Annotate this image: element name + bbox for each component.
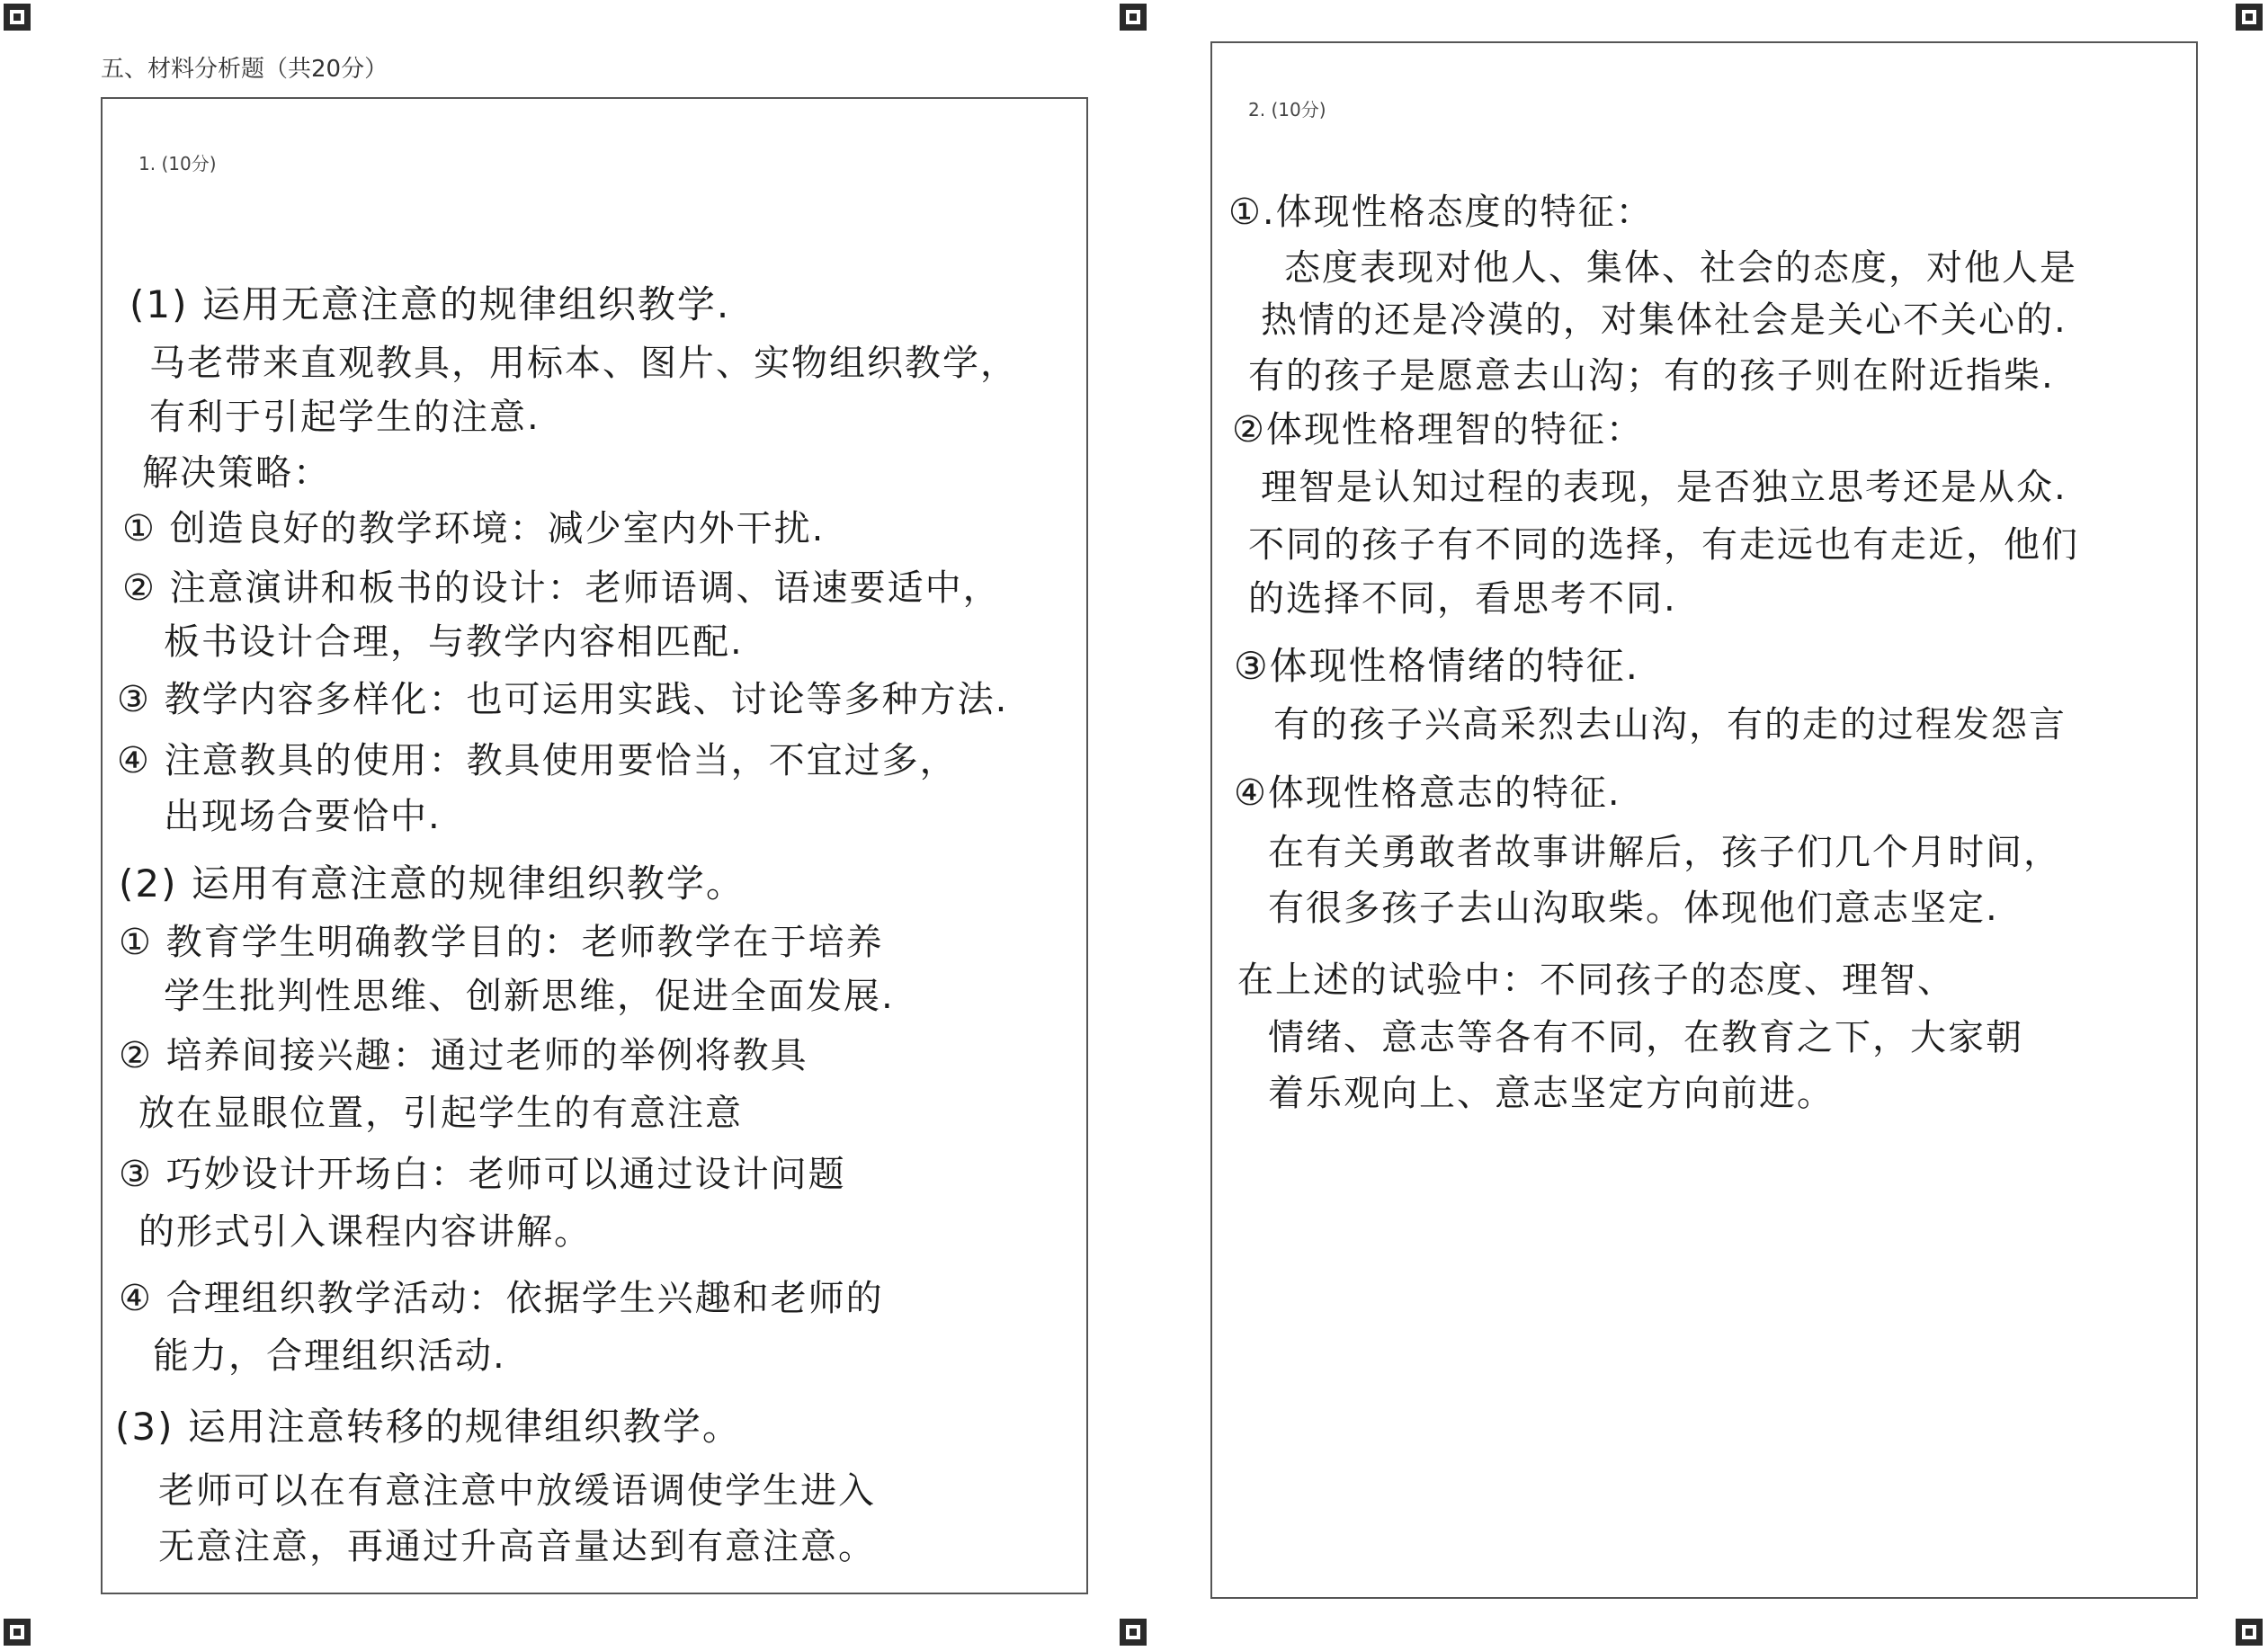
answer-line: ① 创造良好的教学环境：减少室内外干扰. xyxy=(122,508,826,549)
answer-line: 老师可以在有意注意中放缓语调使学生进入 xyxy=(158,1470,876,1512)
answer-line: ② 注意演讲和板书的设计：老师语调、语速要适中， xyxy=(122,567,1001,609)
fiducial-marker-bottom-center xyxy=(1120,1619,1147,1646)
answer-line: 情绪、意志等各有不同，在教育之下，大家朝 xyxy=(1268,1017,2023,1058)
answer-line: 解决策略： xyxy=(142,452,331,494)
answer-line: (1) 运用无意注意的规律组织教学. xyxy=(129,282,731,326)
answer-line: ④ 注意教具的使用：教具使用要恰当，不宜过多， xyxy=(117,740,958,781)
answer-line: ① 教育学生明确教学目的：老师教学在于培养 xyxy=(119,922,884,963)
answer-line: 热情的还是冷漠的，对集体社会是关心不关心的. xyxy=(1261,299,2067,341)
answer-line: 的形式引入课程内容讲解。 xyxy=(138,1211,592,1253)
answer-line: ② 培养间接兴趣：通过老师的举例将教具 xyxy=(119,1035,808,1076)
answer-line: ③体现性格情绪的特征. xyxy=(1234,644,1640,688)
answer-line: 学生批判性思维、创新思维，促进全面发展. xyxy=(164,976,895,1017)
answer-line: ③ 巧妙设计开场白：老师可以通过设计问题 xyxy=(119,1154,846,1195)
answer-line: (2) 运用有意注意的规律组织教学。 xyxy=(119,861,746,906)
answer-line: 态度表现对他人、集体、社会的态度，对他人是 xyxy=(1284,247,2077,289)
answer-line: 马老带来直观教具，用标本、图片、实物组织教学， xyxy=(149,343,1018,384)
answer-line: 在有关勇敢者故事讲解后，孩子们几个月时间， xyxy=(1268,832,2061,873)
answer-line: 能力，合理组织活动. xyxy=(153,1335,506,1377)
fiducial-marker-top-right xyxy=(2236,4,2263,31)
fiducial-marker-top-center xyxy=(1120,4,1147,31)
answer-box-question-1[interactable] xyxy=(101,97,1088,1594)
answer-line: (3) 运用注意转移的规律组织教学。 xyxy=(115,1405,742,1449)
answer-line: 出现场合要恰中. xyxy=(164,796,442,837)
answer-line: ①.体现性格态度的特征： xyxy=(1228,192,1654,233)
question-2-label: 2. (10分) xyxy=(1248,99,1326,120)
answer-line: 有的孩子是愿意去山沟；有的孩子则在附近指柴. xyxy=(1248,355,2055,397)
answer-line: 有利于引起学生的注意. xyxy=(149,397,540,438)
answer-line: 着乐观向上、意志坚定方向前进。 xyxy=(1268,1073,1835,1114)
answer-line: 有很多孩子去山沟取柴。体现他们意志坚定. xyxy=(1268,888,1999,929)
fiducial-marker-bottom-left xyxy=(4,1619,31,1646)
answer-line: 有的孩子兴高采烈去山沟，有的走的过程发怨言 xyxy=(1273,704,2067,745)
answer-line: 不同的孩子有不同的选择，有走远也有走近，他们 xyxy=(1248,524,2079,566)
answer-line: ③ 教学内容多样化：也可运用实践、讨论等多种方法. xyxy=(117,679,1009,720)
fiducial-marker-bottom-right xyxy=(2236,1619,2263,1646)
answer-line: 放在显眼位置，引起学生的有意注意 xyxy=(138,1093,743,1134)
fiducial-marker-top-left xyxy=(4,4,31,31)
answer-line: 理智是认知过程的表现，是否独立思考还是从众. xyxy=(1261,467,2067,508)
section-title: 五、材料分析题（共20分） xyxy=(101,56,388,83)
answer-line: ②体现性格理智的特征： xyxy=(1232,409,1644,451)
answer-line: ④ 合理组织教学活动：依据学生兴趣和老师的 xyxy=(119,1278,884,1319)
answer-line: 无意注意，再通过升高音量达到有意注意。 xyxy=(158,1526,876,1567)
answer-line: 在上述的试验中：不同孩子的态度、理智、 xyxy=(1237,959,1955,1001)
answer-line: ④体现性格意志的特征. xyxy=(1234,772,1621,814)
answer-box-question-2[interactable] xyxy=(1210,41,2198,1599)
answer-line: 的选择不同，看思考不同. xyxy=(1248,578,1677,620)
answer-line: 板书设计合理，与教学内容相匹配. xyxy=(164,621,744,663)
question-1-label: 1. (10分) xyxy=(138,153,217,174)
